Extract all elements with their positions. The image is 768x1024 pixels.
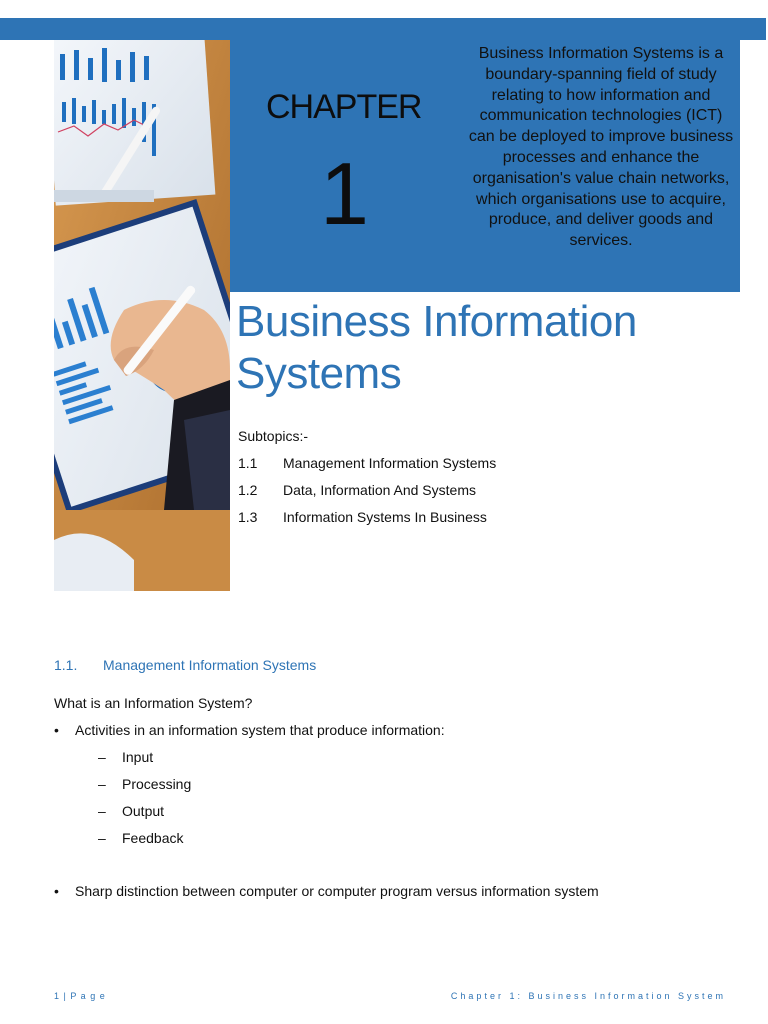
footer-chapter: Chapter 1: Business Information System [450, 991, 726, 1001]
subtopic-number: 1.3 [238, 509, 258, 525]
chapter-title: Business Information Systems [236, 297, 637, 398]
subtopic-text: Management Information Systems [283, 455, 497, 471]
dash-icon: – [98, 803, 106, 819]
subtopics-label: Subtopics:- [238, 428, 309, 444]
dash-icon: – [98, 776, 106, 792]
bullet-icon: • [54, 883, 59, 899]
bullet-icon: • [54, 722, 59, 738]
chapter-number: 1 [320, 144, 369, 243]
header-bar [0, 18, 766, 40]
sub-list-item [98, 830, 183, 846]
sub-list-item [98, 749, 153, 765]
dash-icon: – [98, 830, 106, 846]
bullet-item [54, 883, 599, 899]
chapter-label: CHAPTER [266, 88, 422, 126]
subtopic-item [238, 455, 496, 471]
section-question: What is an Information System? [54, 695, 253, 711]
chapter-summary: Business Information Systems is a boundary-spanning field of study relating to how information and communication technologies (ICT) can be deployed to improve business processes and enhance the organisation's value chain networks, which organisations use to acquire, produce, and deliver goods and services. [468, 45, 734, 250]
page-number: 1 | P a g e [54, 991, 106, 1001]
bullet-text: Activities in an information system that produce information: [75, 722, 445, 738]
section-number: 1.1. [54, 657, 78, 673]
cover-photo [54, 40, 230, 591]
sub-list-text: Feedback [122, 830, 184, 846]
bullet-item [54, 722, 445, 738]
sub-list-text: Processing [122, 776, 192, 792]
business-charts-image [54, 40, 230, 591]
subtopic-item [238, 509, 487, 525]
subtopic-number: 1.1 [238, 455, 258, 471]
sub-list-text: Output [122, 803, 165, 819]
dash-icon: – [98, 749, 106, 765]
subtopic-text: Data, Information And Systems [283, 482, 476, 498]
subtopic-item [238, 482, 476, 498]
section-heading [54, 657, 316, 673]
sub-list-text: Input [122, 749, 154, 765]
subtopic-number: 1.2 [238, 482, 258, 498]
sub-list-item [98, 776, 191, 792]
sub-list-item [98, 803, 164, 819]
bullet-text: Sharp distinction between computer or computer program versus information system [75, 883, 599, 899]
section-title: Management Information Systems [103, 657, 317, 673]
subtopic-text: Information Systems In Business [283, 509, 487, 525]
